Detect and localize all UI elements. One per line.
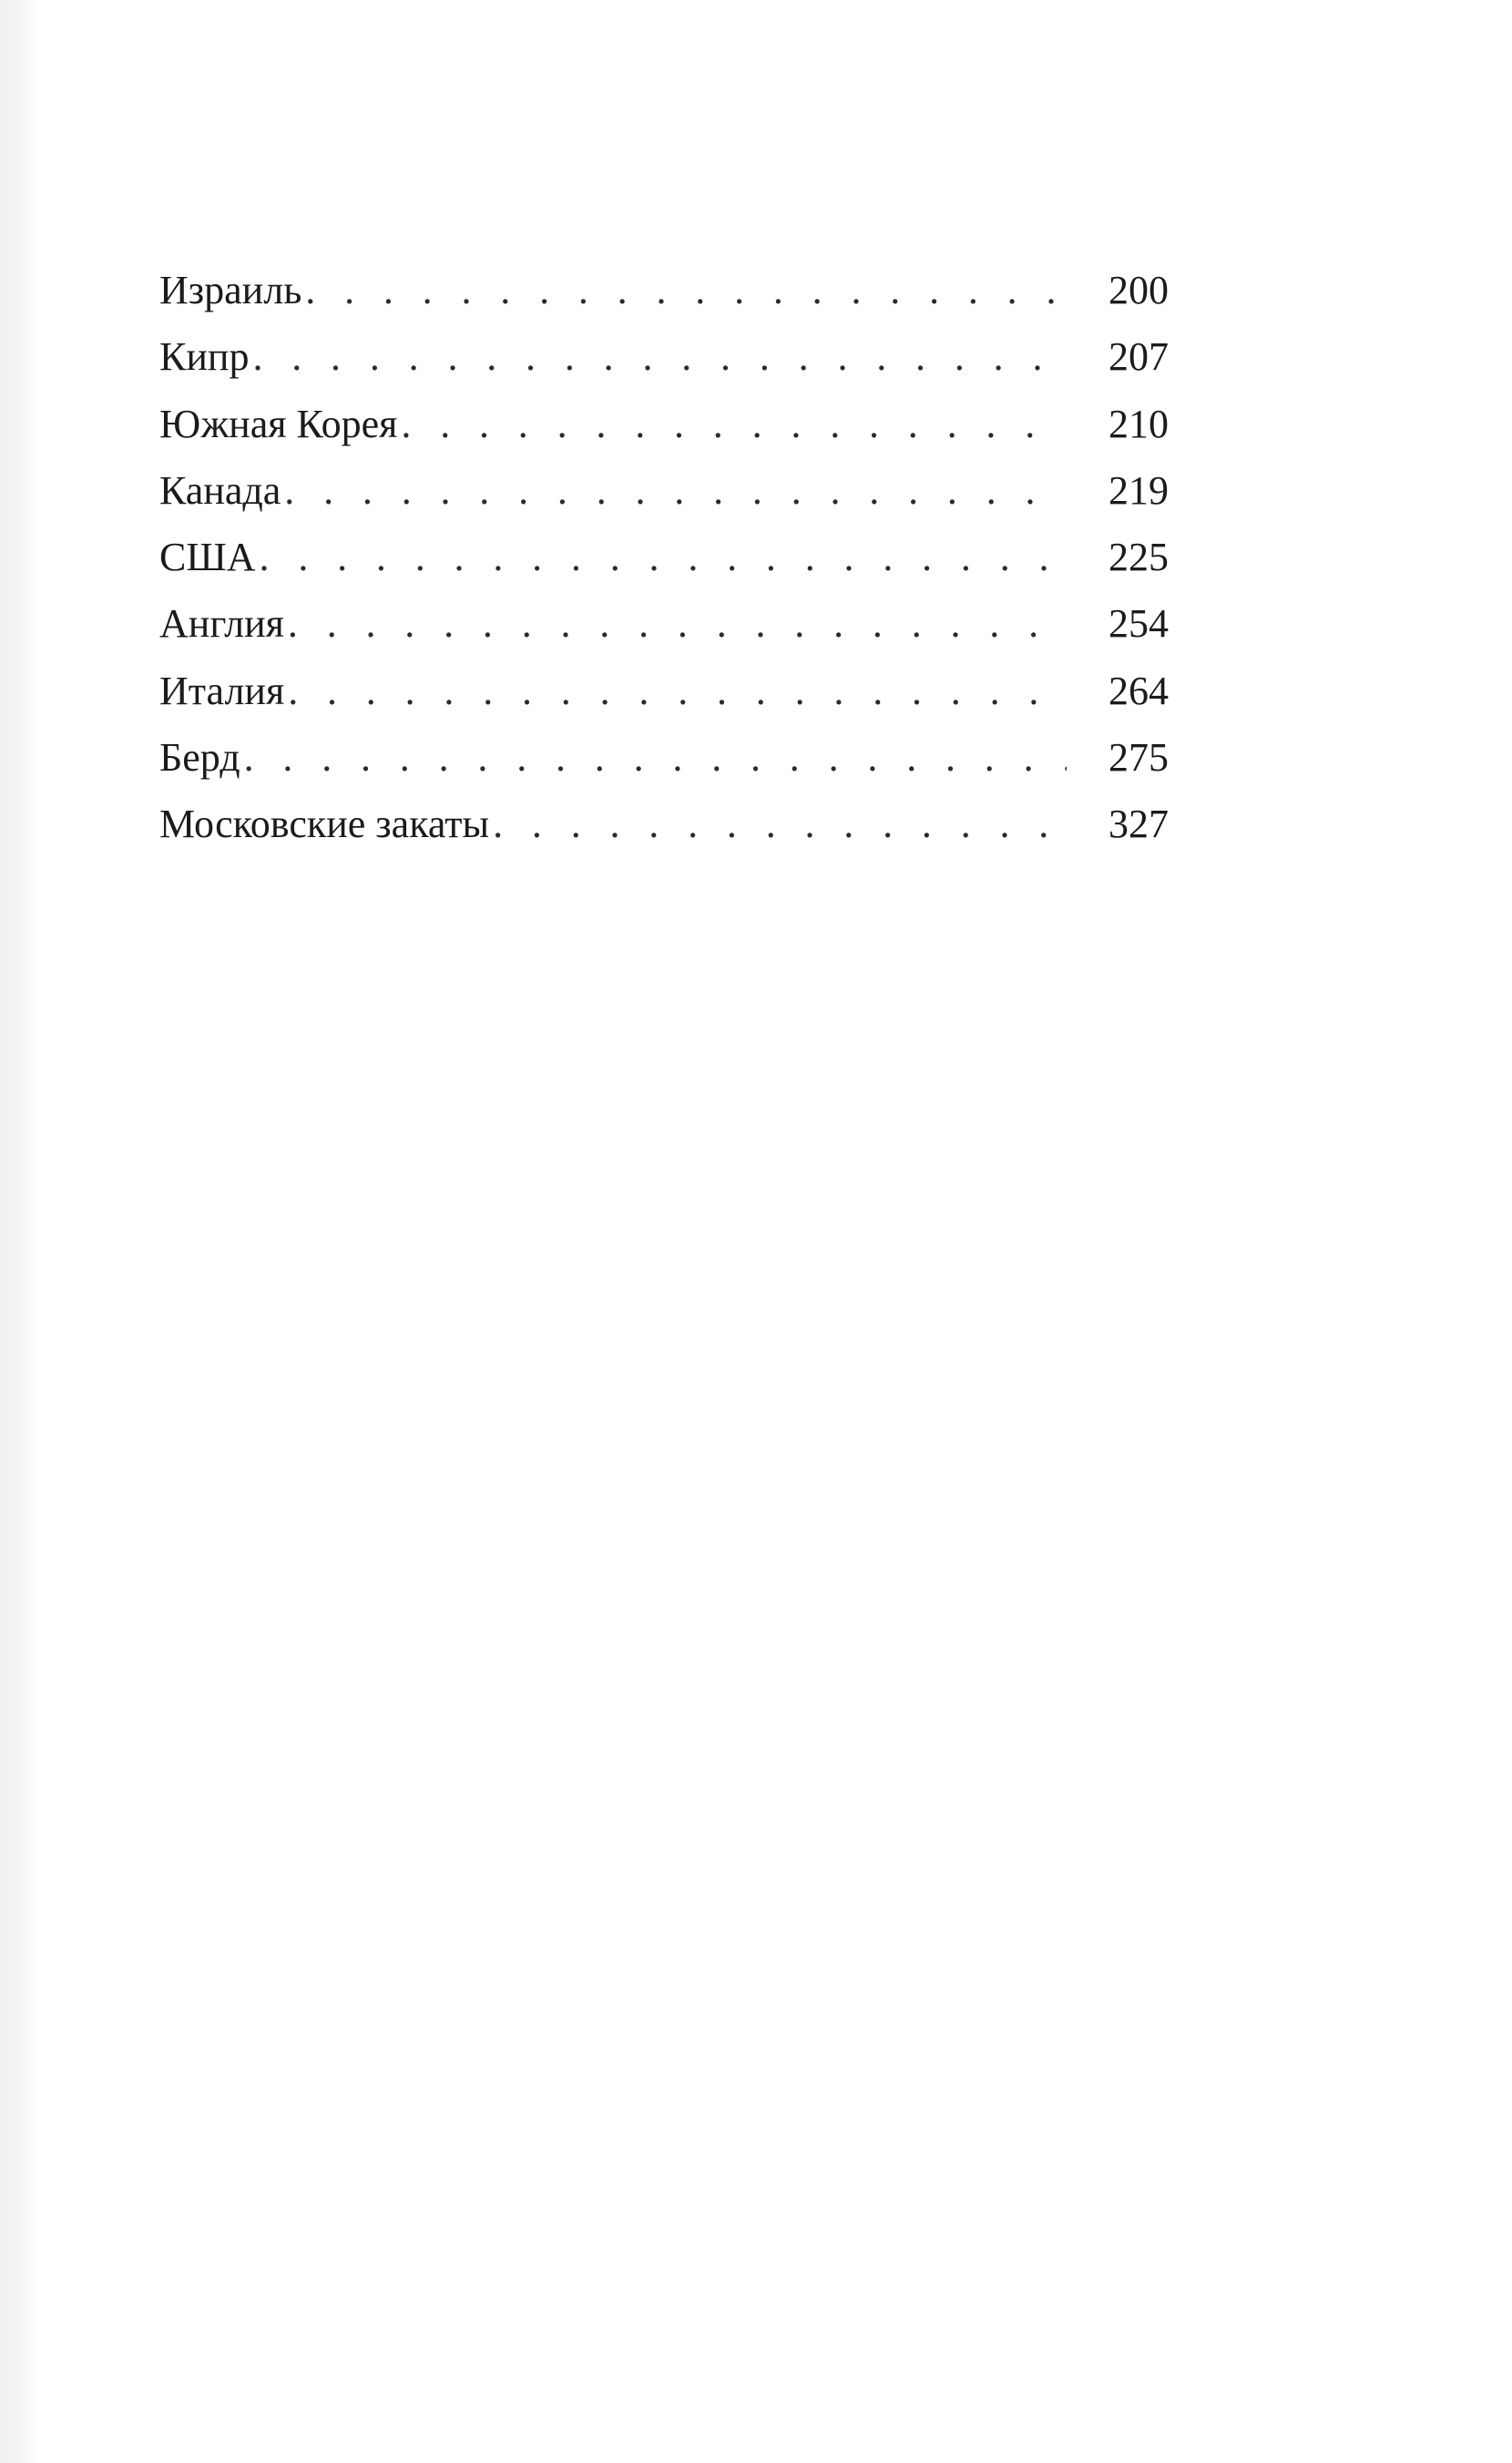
toc-entry-page: 327: [1108, 802, 1169, 847]
dot-leader: [288, 590, 1067, 657]
toc-entry: [159, 457, 1169, 524]
toc-entry-title: Московские закаты: [159, 802, 490, 847]
page-edge-shadow: [0, 0, 42, 2463]
toc-entry-title: Южная Корея: [159, 401, 398, 446]
toc-entry-page: 210: [1108, 401, 1169, 446]
toc-entry: [159, 791, 1169, 857]
toc-entry: [159, 724, 1169, 791]
toc-entry: [159, 257, 1169, 323]
toc-entry: [159, 658, 1169, 724]
toc-entry: [159, 590, 1169, 657]
toc-entry-page: 275: [1108, 735, 1169, 781]
toc-entry-page: 264: [1108, 668, 1169, 713]
dot-leader: [260, 524, 1067, 590]
toc-entry-title: США: [159, 535, 256, 580]
toc-entry: [159, 391, 1169, 457]
toc-entry-page: 254: [1108, 601, 1169, 647]
toc-entry-title: Италия: [159, 668, 285, 713]
dot-leader: [284, 457, 1067, 524]
toc-entry-page: 207: [1108, 334, 1169, 380]
toc-entry-title: Канада: [159, 467, 281, 513]
toc-entry-page: 219: [1108, 467, 1169, 513]
toc-entry-title: Англия: [159, 601, 284, 647]
dot-leader: [252, 323, 1067, 390]
table-of-contents: [159, 257, 1169, 858]
dot-leader: [305, 257, 1067, 323]
toc-entry-title: Берд: [159, 735, 240, 781]
toc-entry: [159, 524, 1169, 590]
dot-leader: [493, 791, 1067, 857]
toc-entry: [159, 323, 1169, 390]
dot-leader: [288, 658, 1067, 724]
dot-leader: [401, 391, 1067, 457]
toc-entry-title: Израиль: [159, 268, 302, 312]
dot-leader: [244, 724, 1067, 791]
toc-entry-page: 225: [1108, 535, 1169, 580]
toc-entry-page: 200: [1108, 268, 1169, 312]
toc-entry-title: Кипр: [159, 334, 250, 380]
